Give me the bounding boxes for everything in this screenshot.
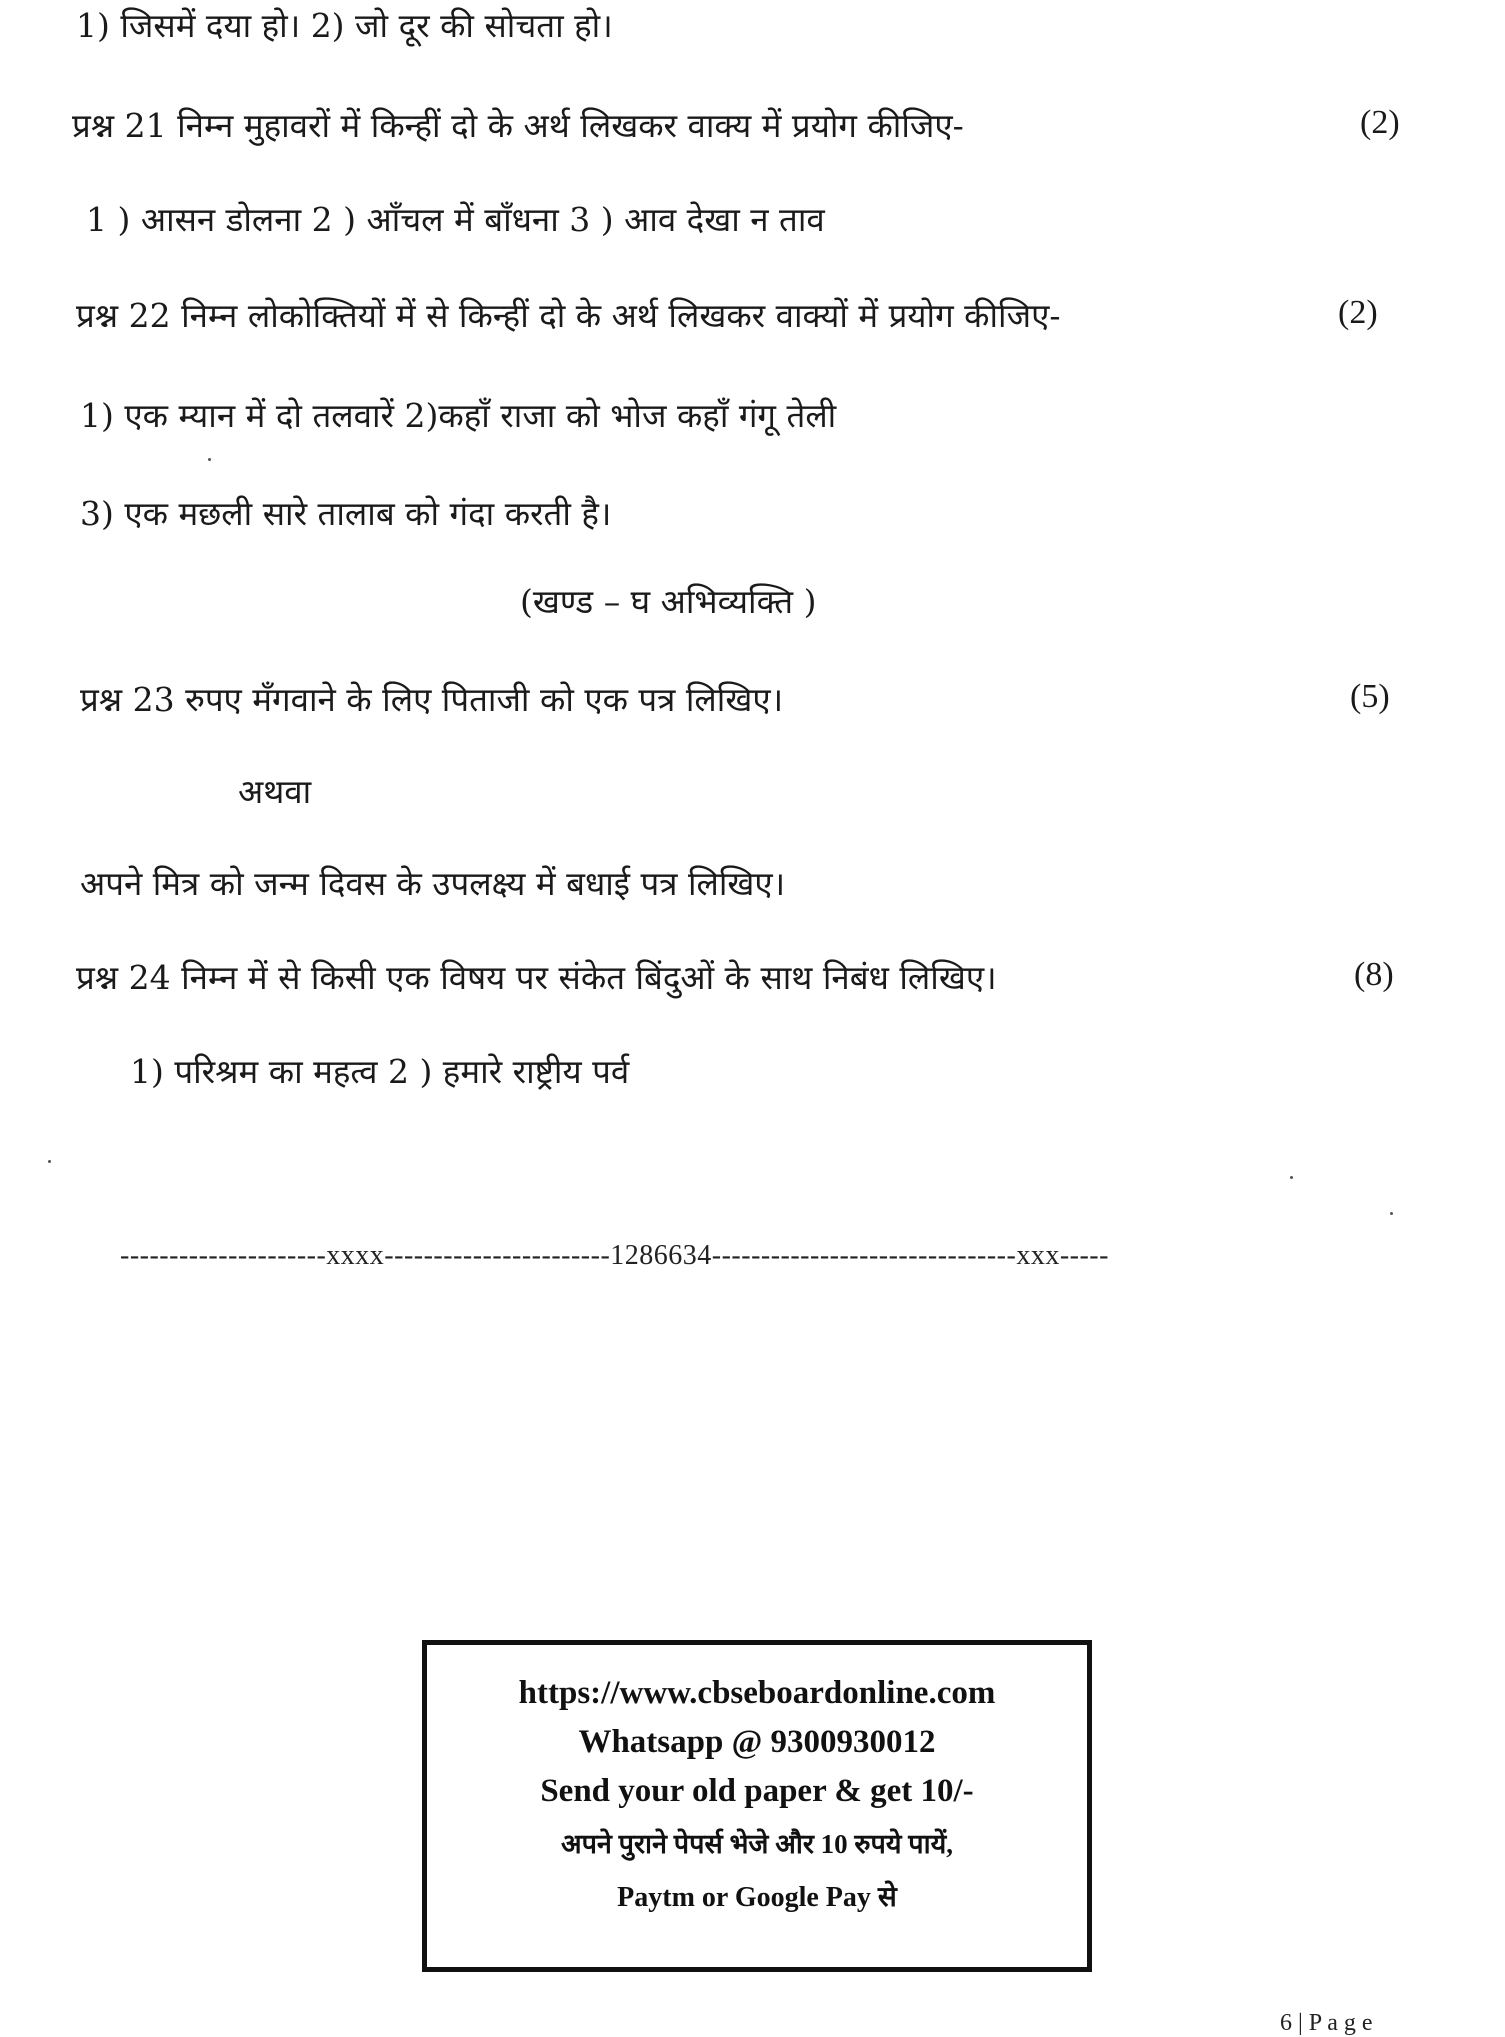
page-number: 6 | P a g e	[1280, 2010, 1373, 2036]
question-24-options: 1) परिश्रम का महत्व 2 ) हमारे राष्ट्रीय पर्व	[130, 1052, 630, 1091]
question-23-alternative: अपने मित्र को जन्म दिवस के उपलक्ष्य में बधाई पत्र लिखिए।	[80, 864, 786, 903]
scan-speck	[1390, 1212, 1393, 1215]
promo-offer-hindi: अपने पुराने पेपर्स भेजे और 10 रुपये पायें,	[560, 1829, 954, 1859]
promo-whatsapp: Whatsapp @ 9300930012	[578, 1724, 936, 1760]
question-21-marks: (2)	[1360, 104, 1400, 141]
question-22-options-line-2: 3) एक मछली सारे तालाब को गंदा करती है।	[80, 494, 612, 533]
question-23-marks: (5)	[1350, 678, 1390, 715]
promo-offer: Send your old paper & get 10/-	[540, 1773, 974, 1809]
question-24-text: प्रश्न 24 निम्न में से किसी एक विषय पर संकेत बिंदुओं के साथ निबंध लिखिए।	[76, 958, 997, 997]
promo-box	[422, 1640, 1092, 1972]
question-24-marks: (8)	[1354, 956, 1394, 993]
question-22-marks: (2)	[1338, 294, 1378, 331]
previous-question-options: 1) जिसमें दया हो। 2) जो दूर की सोचता हो।	[76, 6, 613, 45]
question-22-options-line-1: 1) एक म्यान में दो तलवारें 2)कहाँ राजा को भोज कहाँ गंगू तेली	[80, 396, 837, 435]
question-23-or-label: अथवा	[238, 772, 312, 811]
promo-payment: Paytm or Google Pay से	[617, 1882, 897, 1913]
scan-speck	[208, 458, 211, 461]
end-of-paper-separator: ---------------------xxxx-----------------------1286634-------------------------------xxx-----	[120, 1240, 1109, 1271]
scan-speck	[1290, 1176, 1293, 1179]
promo-url[interactable]: https://www.cbseboardonline.com	[518, 1675, 996, 1711]
section-heading: (खण्ड – घ अभिव्यक्ति )	[520, 582, 817, 621]
scan-speck	[48, 1160, 51, 1163]
question-21-options: 1 ) आसन डोलना 2 ) आँचल में बाँधना 3 ) आव देखा न ताव	[86, 200, 825, 239]
question-22-text: प्रश्न 22 निम्न लोकोक्तियों में से किन्हीं दो के अर्थ लिखकर वाक्यों में प्रयोग कीजिए-	[76, 296, 1061, 335]
question-23-text: प्रश्न 23 रुपए मँगवाने के लिए पिताजी को एक पत्र लिखिए।	[80, 680, 784, 719]
question-21-text: प्रश्न 21 निम्न मुहावरों में किन्हीं दो के अर्थ लिखकर वाक्य में प्रयोग कीजिए-	[72, 106, 964, 145]
